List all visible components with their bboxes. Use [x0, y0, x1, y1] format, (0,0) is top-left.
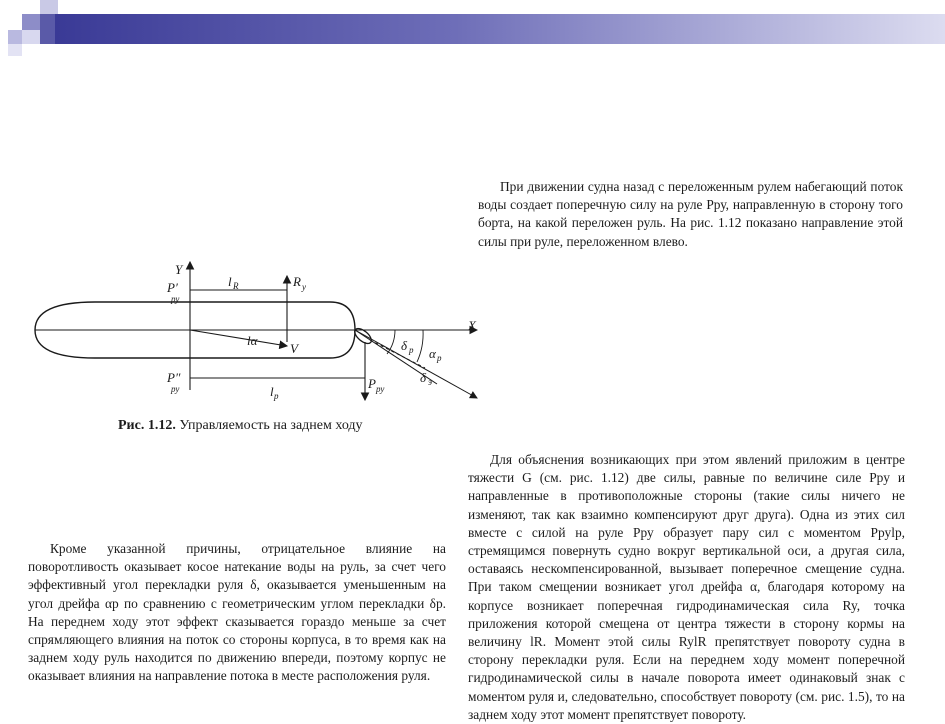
- l-r-sub: R: [233, 281, 239, 291]
- y-axis-label: Y: [175, 262, 183, 277]
- figure-hull-diagram: [25, 250, 495, 410]
- l-alpha-label: lα: [247, 333, 258, 348]
- p-ry-top-sub: ру: [171, 294, 180, 304]
- figure-caption: [118, 418, 363, 434]
- header-decor-square: [22, 30, 40, 44]
- p-rudder-sub: ру: [376, 384, 385, 394]
- paragraph-oblique-flow: Кроме указанной причины, отрицательное влияние на поворотливость оказывает косое натекание воды на руль, за счет чего эффективный угол перекладки руля δ, оказывается уменьшенным на угол дрейфа αр по сравнению с геометрическим углом перекладки δр. На переднем ходу этот эффект сказывается гораздо меньше за счет спрямляющего влияния на поток со стороны корпуса, в то время как на заднем ходу руль находится по движению впереди, поэтому корпус не оказывает влияния на направление потока в месте расположения руля.: [28, 541, 446, 684]
- delta-p-label: δ: [401, 338, 408, 353]
- rudder-shape: [352, 326, 374, 347]
- header-decor-square: [8, 44, 22, 56]
- r-y-label: R: [293, 274, 301, 289]
- p-ry-bottom-label: P″: [167, 370, 181, 385]
- x-axis-label: X: [468, 318, 476, 333]
- delta-p-sub: р: [409, 345, 414, 355]
- p-rudder-label: P: [368, 376, 376, 391]
- alpha-p-label: α: [429, 346, 436, 361]
- l-r-label: l: [228, 274, 232, 289]
- delta-e-sub: э: [428, 377, 432, 387]
- header-decor-square: [8, 30, 22, 44]
- header-decor-square: [40, 14, 55, 44]
- v-label: V: [290, 341, 298, 356]
- delta-e-label: δ: [420, 370, 427, 385]
- paragraph-explanation: Для объяснения возникающих при этом явлений приложим в центре тяжести G (см. рис. 1.12) две силы, равные по величине силе Pру и направленные в противоположные стороны (такие силы ничего не изменяют, так как взаимно компенсируют друг друга). Одна из этих сил вместе с силой на руле Pру образует пару сил с моментом Pруlр, стремящимся повернуть судно вокруг вертикальной оси, а другая сила, оставаясь нескомпенсированной, вызывает поперечное смещение судна. При таком смещении возникает угол дрейфа α, благодаря которому на корпусе возникает поперечная гидродинамическая сила Ry, точка приложения которой смещена от центра тяжести в сторону кормы на величину lR. Момент этой силы RylR препятствует повороту судна в сторону перекладки руля. Если на переднем ходу момент поперечной гидродинамической силы в начале поворота имеет одинаковый знак с моментом руля и, следовательно, способствует повороту (см. рис. 1.5), то на заднем ходу этот момент препятствует повороту.: [468, 452, 905, 722]
- alpha-p-arc: [417, 330, 423, 362]
- header-gradient-bar: [55, 14, 945, 44]
- p-ry-bottom-sub: ру: [171, 384, 180, 394]
- figure-caption-text: Управляемость на заднем ходу: [179, 418, 363, 433]
- figure-caption-number: Рис. 1.12.: [118, 418, 176, 433]
- flow-line-dashed: [370, 340, 425, 368]
- r-y-sub: y: [302, 282, 306, 292]
- l-p-label: l: [270, 384, 274, 399]
- alpha-p-sub: р: [437, 353, 442, 363]
- p-ry-top-label: P′: [167, 280, 178, 295]
- velocity-vector: [190, 330, 287, 346]
- l-p-sub: р: [274, 391, 279, 401]
- paragraph-reverse-motion: При движении судна назад с переложенным рулем набегающий поток воды создает поперечную силу на руле Pру, направленную в сторону того борта, на какой переложен руль. На рис. 1.12 показано направление этой силы при руле, переложенном влево.: [478, 179, 903, 249]
- header-decor-square: [40, 0, 58, 14]
- header-decor-square: [22, 14, 40, 30]
